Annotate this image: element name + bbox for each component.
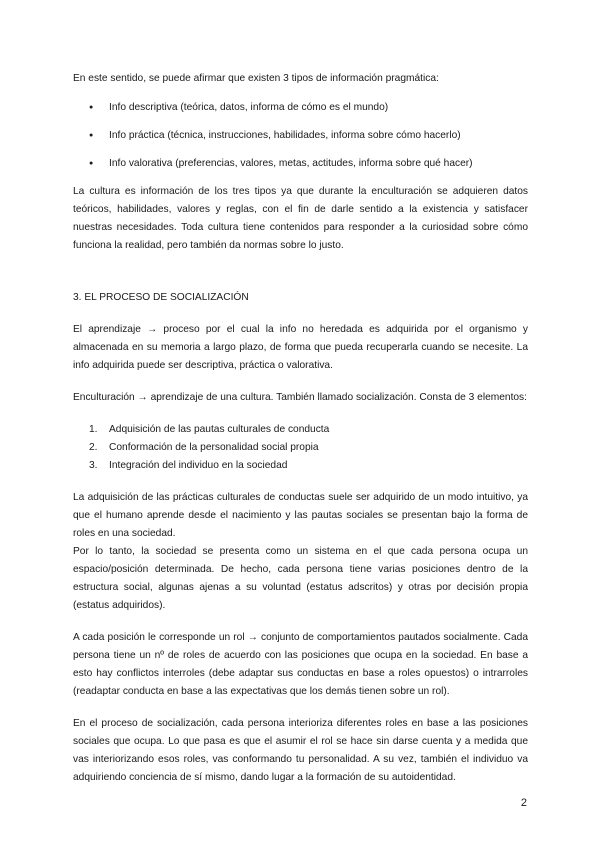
list-item: ● Info práctica (técnica, instrucciones, habilidades, informa sobre cómo hacerlo) (73, 127, 528, 145)
process-paragraph: En el proceso de socialización, cada persona interioriza diferentes roles en base a las posiciones sociales que ocupa. Lo que pasa es que el asumir el rol se hace sin darse cuenta y a medida que vas interiorizando esos roles, vas conformando tu personalidad. A su vez, también el individuo va adquiriendo conciencia de sí mismo, dando lugar a la formación de su autoidentidad. (73, 718, 528, 783)
enculturation-paragraph: Enculturación → aprendizaje de una cultura. También llamado socialización. Consta de 3 elementos: (73, 392, 527, 403)
acquisition-paragraph: La adquisición de las prácticas culturales de conductas suele ser adquirido de un modo intuitivo, ya que el humano aprende desde el nacimiento y las pautas sociales se presentan bajo la forma de roles en una sociedad. (73, 492, 528, 539)
section-heading: 3. EL PROCESO DE SOCIALIZACIÓN (73, 292, 249, 303)
info-types-list (73, 99, 528, 173)
roles-paragraph: A cada posición le corresponde un rol → conjunto de comportamientos pautados socialmente. Cada persona tiene un nº de roles de acuerdo con las posiciones que ocupa en la sociedad. En base a esto hay conflictos interroles (debe adaptar sus conductas en base a roles opuestos) o intrarroles (readaptar conducta en base a las expectativas que los demás tienen sobre un rol). (73, 632, 528, 697)
culture-paragraph: La cultura es información de los tres tipos ya que durante la enculturación se adquieren datos teóricos, habilidades, valores y reglas, con el fin de darle sentido a la existencia y satisfacer nuestras necesidades. Toda cultura tiene contenidos para responder a la curiosidad sobre cómo funciona la realidad, pero también da normas sobre lo justo. (73, 186, 528, 251)
list-item: ● Info valorativa (preferencias, valores, metas, actitudes, informa sobre qué hacer) (73, 155, 528, 173)
list-item: ● Info descriptiva (teórica, datos, informa de cómo es el mundo) (73, 99, 528, 117)
society-paragraph: Por lo tanto, la sociedad se presenta como un sistema en el que cada persona ocupa un espacio/posición determinada. De hecho, cada persona tiene varias posiciones dentro de la estructura social, algunas ajenas a su voluntad (estatus adscritos) y otras por decisión propia (estatus adquiridos). (73, 546, 528, 611)
document-page (73, 70, 528, 787)
learning-paragraph: El aprendizaje → proceso por el cual la info no heredada es adquirida por el organismo y almacenada en su memoria a largo plazo, de forma que pueda recuperarla cuando se necesite. La info adquirida puede ser descriptiva, práctica o valorativa. (73, 324, 528, 371)
intro-paragraph: En este sentido, se puede afirmar que existen 3 tipos de información pragmática: (73, 73, 439, 84)
list-item: 1. Adquisición de las pautas culturales de conducta (89, 424, 330, 435)
list-item: 3. Integración del individuo en la sociedad (89, 460, 288, 471)
list-item: 2. Conformación de la personalidad social propia (89, 442, 319, 453)
page-number: 2 (520, 797, 527, 809)
elements-list (73, 421, 528, 475)
